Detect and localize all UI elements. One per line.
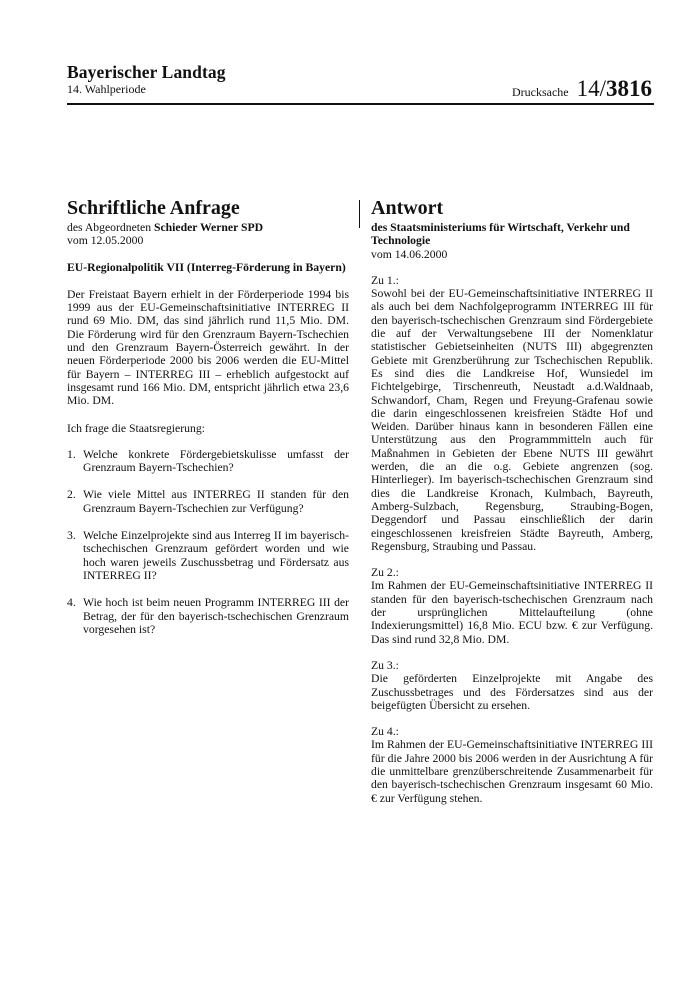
question-number: 3. (67, 529, 76, 543)
answer-text: Im Rahmen der EU-Gemeinschaftsinitiative INTERREG II standen für den bayerisch-tschechischen Grenzraum nach der ursprünglichen Mittelaufteilung (ohne Indexierungsmittel) 16,8 Mio. ECU bzw. € zur Verfügung. Das sind rund 32,8 Mio. DM. (371, 579, 653, 646)
antwort-title: Antwort (371, 197, 444, 219)
answer-item (371, 725, 653, 805)
answer-item (371, 659, 653, 712)
answer-text: Sowohl bei der EU-Gemeinschaftsinitiative INTERREG II als auch bei dem Nachfolgeprogramm INTERREG III für den bayerisch-tschechischen Grenzraum sind Fördergebiete die auf der Verwaltungsebene III der Nomenklatur statistischer Gebietseinheiten (NUTS III) abgegrenzten Gebiete mit Grenzberührung zur Tschechischen Republik. Es sind dies die Landkreise Hof, Wunsiedel im Fichtelgebirge, Tirschenreuth, Neustadt a.d.Waldnaab, Schwandorf, Cham, Regen und Freyung-Grafenau sowie die darin eingeschlossenen kreisfreien Städte Hof und Weiden. Darüber hinaus kann in besonderen Fällen eine Unterstützung aus den Programmmitteln auch für Maßnahmen in Gebieten der Ebene NUTS III gewährt werden, die an die o.g. Gebiete angrenzen (sog. Hinterlieger). Im bayerisch-tschechischen Grenzraum sind dies die Landkreise Kronach, Kulmbach, Bayreuth, Amberg-Sulzbach, Regensburg, Straubing-Bogen, Deggendorf und Passau einschließlich der darin eingeschlossenen kreisfreien Städte Bayreuth, Amberg, Regensburg, Straubing und Passau. (371, 287, 653, 553)
antwort-date: vom 14.06.2000 (371, 247, 448, 261)
drucksache-number: 3816 (606, 76, 652, 101)
anfrage-author (67, 221, 349, 234)
anfrage-title: Schriftliche Anfrage (67, 197, 240, 219)
answer-label: Zu 1.: (371, 273, 399, 287)
question-number: 1. (67, 447, 76, 461)
anfrage-ask: Ich frage die Staatsregierung: (67, 421, 205, 435)
question-number: 2. (67, 488, 76, 502)
question-item (67, 488, 349, 515)
parliament-title: Bayerischer Landtag (67, 62, 226, 82)
question-number: 4. (67, 596, 76, 610)
question-item (67, 529, 349, 582)
author-name: Schieder Werner SPD (153, 221, 264, 234)
drucksache-label: Drucksache (511, 85, 569, 99)
question-list (67, 448, 349, 636)
answer-item (371, 566, 653, 646)
drucksache-prefix: 14/ (576, 76, 606, 101)
question-item (67, 596, 349, 636)
antwort-ministry: des Staatsministeriums für Wirtschaft, Verkehr und Technologie (371, 221, 630, 248)
answer-label: Zu 2.: (371, 566, 399, 580)
anfrage-intro: Der Freistaat Bayern erhielt in der Förderperiode 1994 bis 1999 aus der EU-Gemeinschaftsinitiative INTERREG II rund 69 Mio. DM, das sind jährlich rund 11,5 Mio. DM. Die Förderung wird für den Grenzraum Bayern-Tschechien und den Grenzraum Bayern-Österreich gewährt. In der neuen Förderperiode 2000 bis 2006 werden die EU-Mittel für Bayern – INTERREG III – erheblich aufgestockt auf insgesamt rund 166 Mio. DM, entspricht jährlich etwa 23,6 Mio. DM. (67, 287, 349, 408)
author-prefix: des Abgeordneten (67, 221, 152, 234)
answer-text: Die geförderten Einzelprojekte mit Angabe des Zuschussbetrages und des Fördersatzes sind aus der beigefügten Übersicht zu ersehen. (371, 672, 653, 712)
question-text: Wie hoch ist beim neuen Programm INTERREG III der Betrag, der für den bayerisch-tschechischen Grenzraum vorgesehen ist? (83, 596, 349, 636)
drucksache-block (512, 76, 652, 102)
legislative-period: 14. Wahlperiode (67, 82, 146, 96)
answer-label: Zu 4.: (371, 725, 399, 739)
anfrage-topic: EU-Regionalpolitik VII (Interreg-Förderung in Bayern) (67, 260, 346, 274)
anfrage-column (67, 197, 349, 650)
header-rule (67, 103, 654, 105)
answer-text: Im Rahmen der EU-Gemeinschaftsinitiative INTERREG III für die Jahre 2000 bis 2006 werden in der Ausrichtung A für die unmittelbare grenzüberschreitende Zusammenarbeit für den bayerisch-tschechischen Grenzraum insgesamt 60 Mio. € zur Verfügung stehen. (371, 738, 653, 805)
column-divider (359, 200, 360, 228)
answer-label: Zu 3.: (371, 658, 399, 672)
anfrage-date: vom 12.05.2000 (67, 234, 144, 248)
question-text: Welche konkrete Fördergebietskulisse umfasst der Grenzraum Bayern-Tschechien? (83, 447, 349, 475)
question-text: Wie viele Mittel aus INTERREG II standen für den Grenzraum Bayern-Tschechien zur Verfügung? (83, 488, 349, 515)
question-text: Welche Einzelprojekte sind aus Interreg II im bayerisch-tschechischen Grenzraum gefördert worden und wie hoch waren jeweils Zuschussbetrag und Fördersatz aus INTERREG II? (83, 529, 349, 582)
answer-item (371, 274, 653, 553)
question-item (67, 448, 349, 475)
antwort-column (371, 197, 653, 805)
